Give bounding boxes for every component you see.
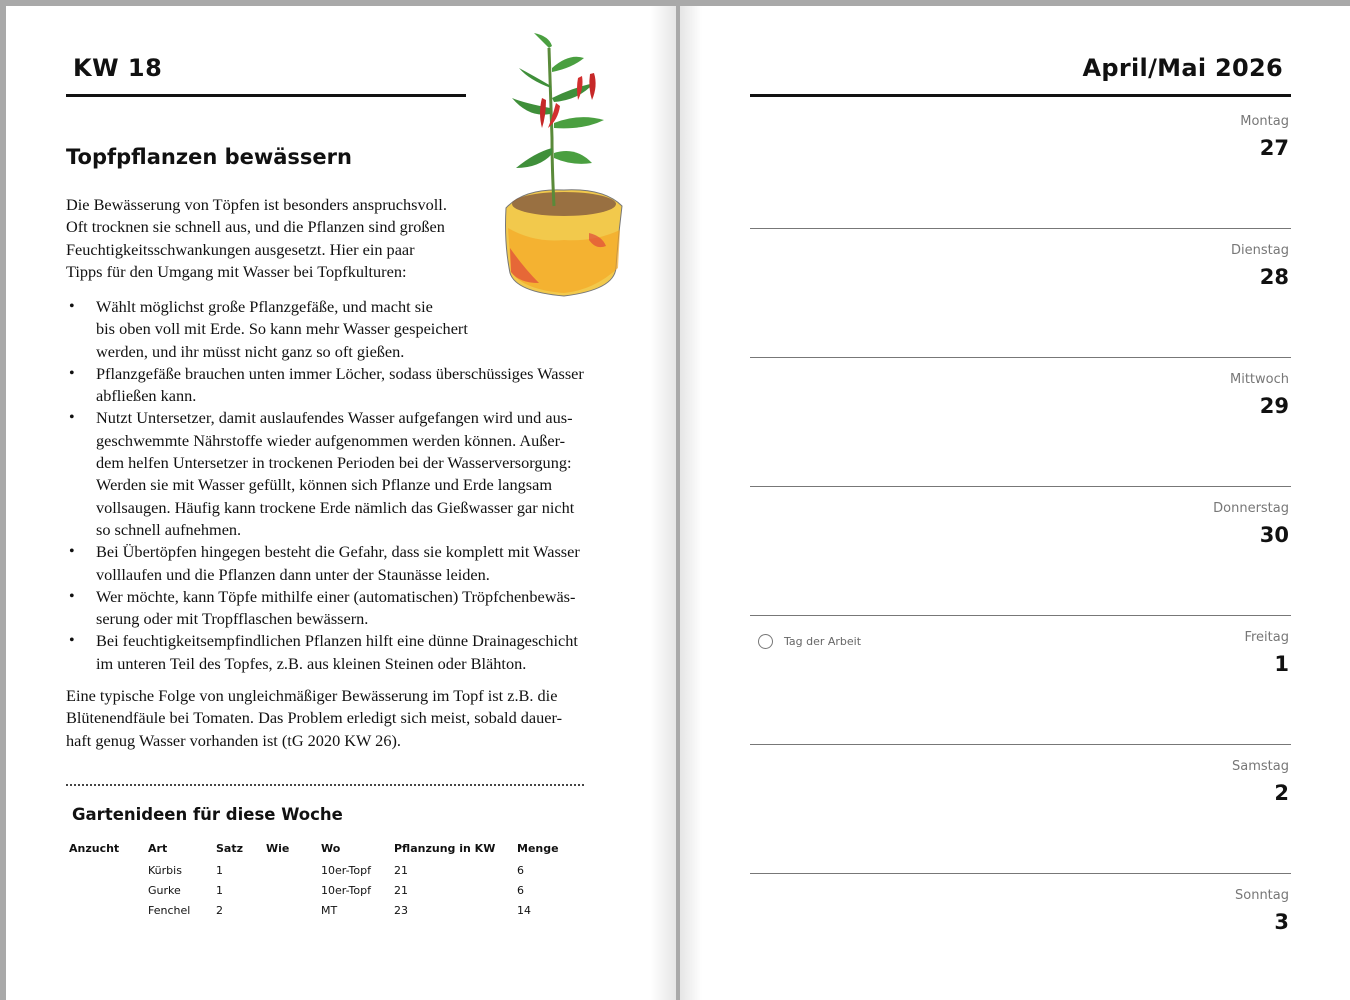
- header-rule: [66, 94, 466, 97]
- tip-line: im unteren Teil des Topfes, z.B. aus kleinen Steinen oder Blähton.: [96, 653, 527, 673]
- ideas-title: Gartenideen für diese Woche: [72, 805, 343, 824]
- intro-line: Oft trocknen sie schnell aus, und die Pflanzen sind großen: [66, 217, 445, 237]
- left-page: [6, 6, 676, 1000]
- bullet-icon: •: [69, 632, 75, 650]
- day-name: Freitag: [1244, 630, 1289, 645]
- header-rule: [750, 94, 1291, 97]
- day-number: 3: [1274, 910, 1289, 934]
- bullet-icon: •: [69, 298, 75, 315]
- month-label: April/Mai 2026: [1082, 54, 1283, 82]
- tip-line: abfließen kann.: [96, 386, 197, 406]
- table-cell: [69, 901, 148, 921]
- day-number: 27: [1259, 136, 1289, 160]
- day-number: 30: [1259, 523, 1289, 547]
- holiday-circle-icon: [758, 634, 773, 649]
- day-name: Samstag: [1232, 759, 1289, 774]
- intro-line: Die Bewässerung von Töpfen ist besonders anspruchsvoll.: [66, 195, 447, 214]
- bullet-icon: •: [69, 364, 75, 382]
- table-header-row: [69, 839, 577, 861]
- table-header: Satz: [216, 842, 244, 855]
- table-cell: 14: [517, 903, 531, 917]
- table-header: Art: [148, 842, 168, 855]
- day-slot-friday[interactable]: [750, 616, 1291, 745]
- tip-item: [66, 630, 616, 675]
- outro-line: Eine typische Folge von ungleichmäßiger Bewässerung im Topf ist z.B. die: [66, 686, 558, 705]
- tip-item: [66, 296, 616, 363]
- tip-line: Pflanzgefäße brauchen unten immer Löcher, sodass überschüssiges Wasser: [96, 363, 584, 383]
- tips-list: [66, 296, 616, 675]
- day-slot-saturday[interactable]: [750, 745, 1291, 874]
- tip-line: Werden sie mit Wasser gefüllt, können sich Pflanze und Erde langsam: [96, 475, 552, 495]
- table-cell: [266, 881, 321, 901]
- table-cell: 1: [216, 863, 223, 877]
- tip-item: [66, 586, 616, 631]
- outro-line: haft genug Wasser vorhanden ist (tG 2020 KW 26).: [66, 730, 401, 750]
- day-number: 2: [1274, 781, 1289, 805]
- intro-paragraph: [66, 194, 611, 283]
- day-name: Sonntag: [1235, 888, 1289, 903]
- holiday-label: Tag der Arbeit: [784, 635, 862, 648]
- bullet-icon: •: [69, 409, 75, 427]
- bullet-icon: •: [69, 543, 75, 561]
- table-cell: 1: [216, 883, 223, 897]
- holiday-note: [758, 634, 861, 649]
- day-name: Donnerstag: [1213, 501, 1289, 516]
- tip-line: werden, und ihr müsst nicht ganz so oft gießen.: [96, 341, 405, 361]
- intro-line: Tipps für den Umgang mit Wasser bei Topfkulturen:: [66, 261, 407, 281]
- day-name: Mittwoch: [1230, 372, 1289, 387]
- day-number: 1: [1274, 652, 1289, 676]
- table-header: Anzucht: [69, 842, 120, 855]
- table-cell: [266, 901, 321, 921]
- tip-line: Wählt möglichst große Pflanzgefäße, und macht sie: [96, 297, 433, 316]
- tip-item: [66, 541, 616, 586]
- table-cell: 23: [394, 903, 408, 917]
- outro-line: Blütenendfäule bei Tomaten. Das Problem erledigt sich meist, sobald dauer-: [66, 708, 563, 728]
- table-cell: 10er-Topf: [321, 863, 371, 877]
- tip-line: dem helfen Untersetzer in trockenen Perioden bei der Wasserversorgung:: [96, 453, 572, 473]
- right-page: [680, 6, 1350, 1000]
- day-slot-thursday[interactable]: [750, 487, 1291, 616]
- day-slot-wednesday[interactable]: [750, 358, 1291, 487]
- table-cell: [69, 861, 148, 881]
- table-cell: 21: [394, 883, 408, 897]
- tip-line: Bei feuchtigkeitsempfindlichen Pflanzen hilft eine dünne Drainageschicht: [96, 631, 578, 651]
- outro-paragraph: [66, 685, 611, 752]
- day-name: Montag: [1240, 114, 1289, 129]
- table-header: Wo: [321, 842, 341, 855]
- table-header: Pflanzung in KW: [394, 842, 496, 855]
- table-row: [69, 901, 577, 921]
- ideas-table: [69, 839, 577, 921]
- table-cell: [266, 861, 321, 881]
- tip-item: [66, 363, 616, 408]
- table-cell: Kürbis: [148, 863, 182, 877]
- table-row: [69, 861, 577, 881]
- tip-item: [66, 407, 616, 541]
- day-number: 28: [1259, 265, 1289, 289]
- tip-line: bis oben voll mit Erde. So kann mehr Wasser gespeichert: [96, 319, 468, 339]
- tip-line: vollsaugen. Häufig kann trockene Erde nämlich das Gießwasser gar nicht: [96, 497, 575, 517]
- gutter-shadow: [650, 6, 676, 1000]
- day-slot-sunday[interactable]: [750, 874, 1291, 1000]
- day-slot-monday[interactable]: [750, 100, 1291, 229]
- tip-line: Wer möchte, kann Töpfe mithilfe einer (automatischen) Tröpfchenbewäs-: [96, 586, 576, 606]
- intro-line: Feuchtigkeitsschwankungen ausgesetzt. Hier ein paar: [66, 239, 415, 259]
- tip-line: geschwemmte Nährstoffe wieder aufgenommen werden können. Außer-: [96, 430, 566, 450]
- table-cell: Fenchel: [148, 903, 191, 917]
- tip-line: volllaufen und die Pflanzen dann unter der Staunässe leiden.: [96, 564, 490, 584]
- table-cell: 2: [216, 903, 223, 917]
- tip-line: Bei Übertöpfen hingegen besteht die Gefahr, dass sie komplett mit Wasser: [96, 542, 580, 562]
- bullet-icon: •: [69, 587, 75, 605]
- tip-line: serung oder mit Tropfflaschen bewässern.: [96, 609, 369, 629]
- table-cell: 10er-Topf: [321, 883, 371, 897]
- day-slot-tuesday[interactable]: [750, 229, 1291, 358]
- week-label: KW 18: [73, 54, 163, 82]
- table-header: Menge: [517, 842, 559, 855]
- dotted-divider: [66, 784, 584, 786]
- table-cell: 21: [394, 863, 408, 877]
- section-title: Topfpflanzen bewässern: [66, 145, 352, 169]
- table-header: Wie: [266, 842, 290, 855]
- day-name: Dienstag: [1231, 243, 1289, 258]
- gutter-shadow: [680, 6, 702, 1000]
- table-cell: 6: [517, 863, 524, 877]
- tip-line: so schnell aufnehmen.: [96, 519, 242, 539]
- table-cell: 6: [517, 883, 524, 897]
- table-cell: MT: [321, 903, 338, 917]
- table-cell: Gurke: [148, 883, 181, 897]
- table-cell: [69, 881, 148, 901]
- table-row: [69, 881, 577, 901]
- day-number: 29: [1259, 394, 1289, 418]
- tip-line: Nutzt Untersetzer, damit auslaufendes Wasser aufgefangen wird und aus-: [96, 408, 573, 428]
